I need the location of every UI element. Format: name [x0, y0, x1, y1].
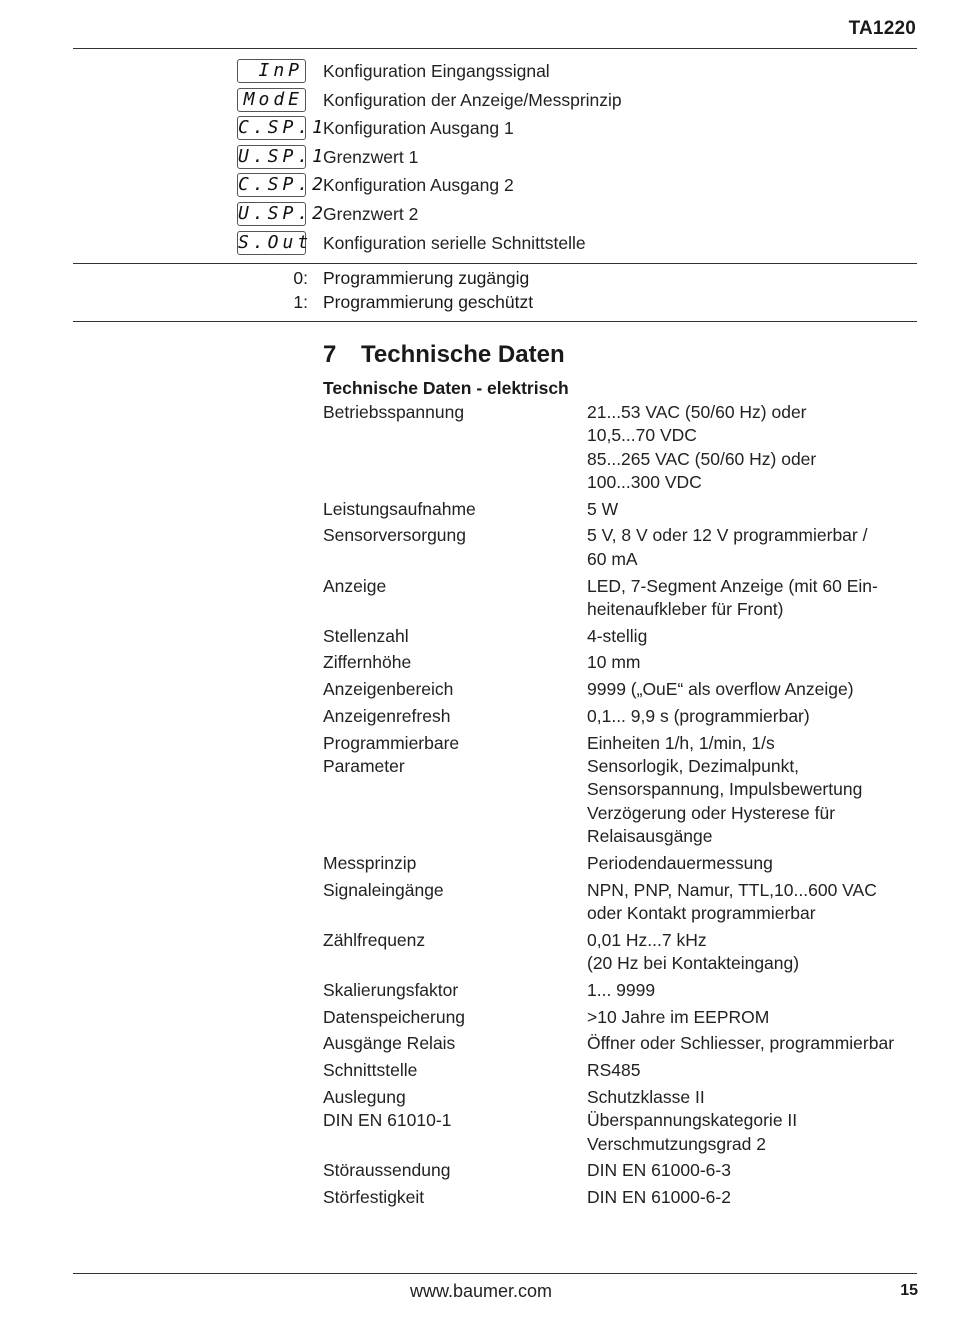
spec-key: Anzeigenbereich — [323, 679, 454, 700]
spec-row — [323, 524, 923, 571]
spec-value: DIN EN 61000-6-3 — [587, 1160, 731, 1181]
spec-row — [323, 678, 923, 701]
lcd-code: S.Out — [238, 231, 313, 253]
menu-item — [0, 231, 954, 260]
spec-value: 0,1... 9,9 s (programmierbar) — [587, 706, 810, 727]
spec-row — [323, 929, 923, 976]
spec-key: Skalierungsfaktor — [323, 979, 459, 1000]
lcd-code: U.SP.1 — [238, 145, 328, 167]
lock-option-label: Programmierung geschützt — [323, 292, 534, 312]
menu-item — [0, 116, 954, 145]
spec-row — [323, 1006, 923, 1029]
menu-item-label: Grenzwert 1 — [323, 146, 419, 167]
spec-value: DIN EN 61000-6-2 — [587, 1187, 731, 1208]
menu-item — [0, 145, 954, 174]
spec-row — [323, 651, 923, 674]
spec-key: Programmierbare Parameter — [323, 732, 460, 777]
spec-value: 9999 („OuE“ als overflow Anzeige) — [587, 679, 854, 700]
spec-value: Öffner oder Schliesser, programmierbar — [587, 1033, 895, 1054]
subsection-heading: Technische Daten - elektrisch — [323, 378, 569, 398]
spec-key: Messprinzip — [323, 852, 417, 873]
spec-key: Anzeigenrefresh — [323, 706, 451, 727]
section-heading — [323, 341, 565, 369]
spec-value: 0,01 Hz...7 kHz (20 Hz bei Kontakteingang) — [587, 929, 800, 974]
divider-rule — [73, 321, 917, 322]
lcd-code: InP — [237, 59, 306, 83]
spec-key: Signaleingänge — [323, 879, 444, 900]
menu-item-label: Konfiguration der Anzeige/Messprinzip — [323, 89, 622, 110]
spec-row — [323, 979, 923, 1002]
menu-item — [0, 59, 954, 88]
lcd-code: C.SP.1 — [238, 117, 328, 139]
menu-item-label: Grenzwert 2 — [323, 203, 419, 224]
footer-rule — [73, 1273, 917, 1274]
spec-value: NPN, PNP, Namur, TTL,10...600 VAC oder Kontakt programmierbar — [587, 879, 877, 923]
spec-row — [323, 625, 923, 648]
spec-value: 1... 9999 — [587, 979, 656, 1000]
menu-item-label: Konfiguration Ausgang 1 — [323, 118, 514, 139]
spec-value: >10 Jahre im EEPROM — [587, 1006, 770, 1027]
spec-key: Auslegung DIN EN 61010-1 — [323, 1087, 452, 1131]
spec-row — [323, 1086, 923, 1156]
spec-key: Ziffernhöhe — [323, 652, 412, 673]
lcd-code: ModE — [237, 88, 306, 112]
spec-key: Stellenzahl — [323, 625, 409, 646]
spec-key: Betriebsspannung — [323, 402, 465, 422]
lock-option — [0, 292, 954, 316]
spec-key: Ausgänge Relais — [323, 1033, 456, 1054]
lcd-code: U.SP.2 — [238, 202, 328, 224]
lock-option-number: 1: — [293, 292, 308, 312]
lock-option-number: 0: — [293, 268, 308, 288]
spec-row — [323, 879, 923, 926]
spec-key: Sensorversorgung — [323, 525, 466, 546]
lcd-code: C.SP.2 — [238, 174, 328, 196]
spec-value: Schutzklasse II Überspannungskategorie II Verschmutzungsgrad 2 — [587, 1087, 798, 1154]
page-number: 15 — [900, 1282, 918, 1299]
spec-value: Periodendauermessung — [587, 852, 773, 873]
spec-value: 5 W — [587, 498, 619, 519]
spec-row — [323, 1059, 923, 1082]
spec-key: Störaussendung — [323, 1160, 451, 1181]
spec-row — [323, 401, 923, 494]
spec-value: LED, 7-Segment Anzeige (mit 60 Ein- heitenaufkleber für Front) — [587, 575, 878, 619]
spec-row — [323, 1159, 923, 1182]
spec-row — [323, 1032, 923, 1055]
lock-option — [0, 268, 954, 292]
spec-key: Zählfrequenz — [323, 929, 426, 950]
menu-code-list — [0, 59, 954, 259]
spec-value: 4-stellig — [587, 625, 648, 646]
spec-value: 5 V, 8 V oder 12 V programmierbar / 60 mA — [587, 525, 868, 569]
spec-row — [323, 732, 923, 848]
lock-option-label: Programmierung zugängig — [323, 268, 530, 288]
footer-url: www.baumer.com — [410, 1281, 553, 1301]
spec-row — [323, 575, 923, 622]
section-title: Technische Daten — [361, 341, 565, 368]
spec-row — [323, 498, 923, 521]
menu-item-label: Konfiguration serielle Schnittstelle — [323, 232, 586, 253]
spec-row — [323, 1186, 923, 1209]
spec-key: Anzeige — [323, 575, 387, 596]
lock-options — [0, 268, 954, 316]
menu-item — [0, 173, 954, 202]
menu-item — [0, 88, 954, 117]
spec-value: 21...53 VAC (50/60 Hz) oder 10,5...70 VDC 85...265 VAC (50/60 Hz) oder 100...300 VDC — [587, 402, 817, 492]
spec-value: RS485 — [587, 1060, 641, 1081]
menu-item-label: Konfiguration Eingangssignal — [323, 61, 550, 81]
menu-item-label: Konfiguration Ausgang 2 — [323, 175, 514, 196]
spec-value: 10 mm — [587, 652, 641, 673]
header-rule — [73, 48, 917, 49]
spec-table — [323, 401, 923, 1213]
spec-row — [323, 852, 923, 875]
divider-rule — [73, 263, 917, 264]
section-number: 7 — [323, 341, 337, 368]
spec-row — [323, 705, 923, 728]
spec-key: Störfestigkeit — [323, 1187, 425, 1208]
spec-key: Datenspeicherung — [323, 1006, 466, 1027]
spec-key: Leistungsaufnahme — [323, 498, 476, 519]
spec-key: Schnittstelle — [323, 1060, 418, 1081]
spec-value: Einheiten 1/h, 1/min, 1/s Sensorlogik, Dezimalpunkt, Sensorspannung, Impulsbewertung Verzögerung oder Hysterese für Relaisausgänge — [587, 732, 863, 847]
document-title: TA1220 — [848, 18, 916, 39]
menu-item — [0, 202, 954, 231]
